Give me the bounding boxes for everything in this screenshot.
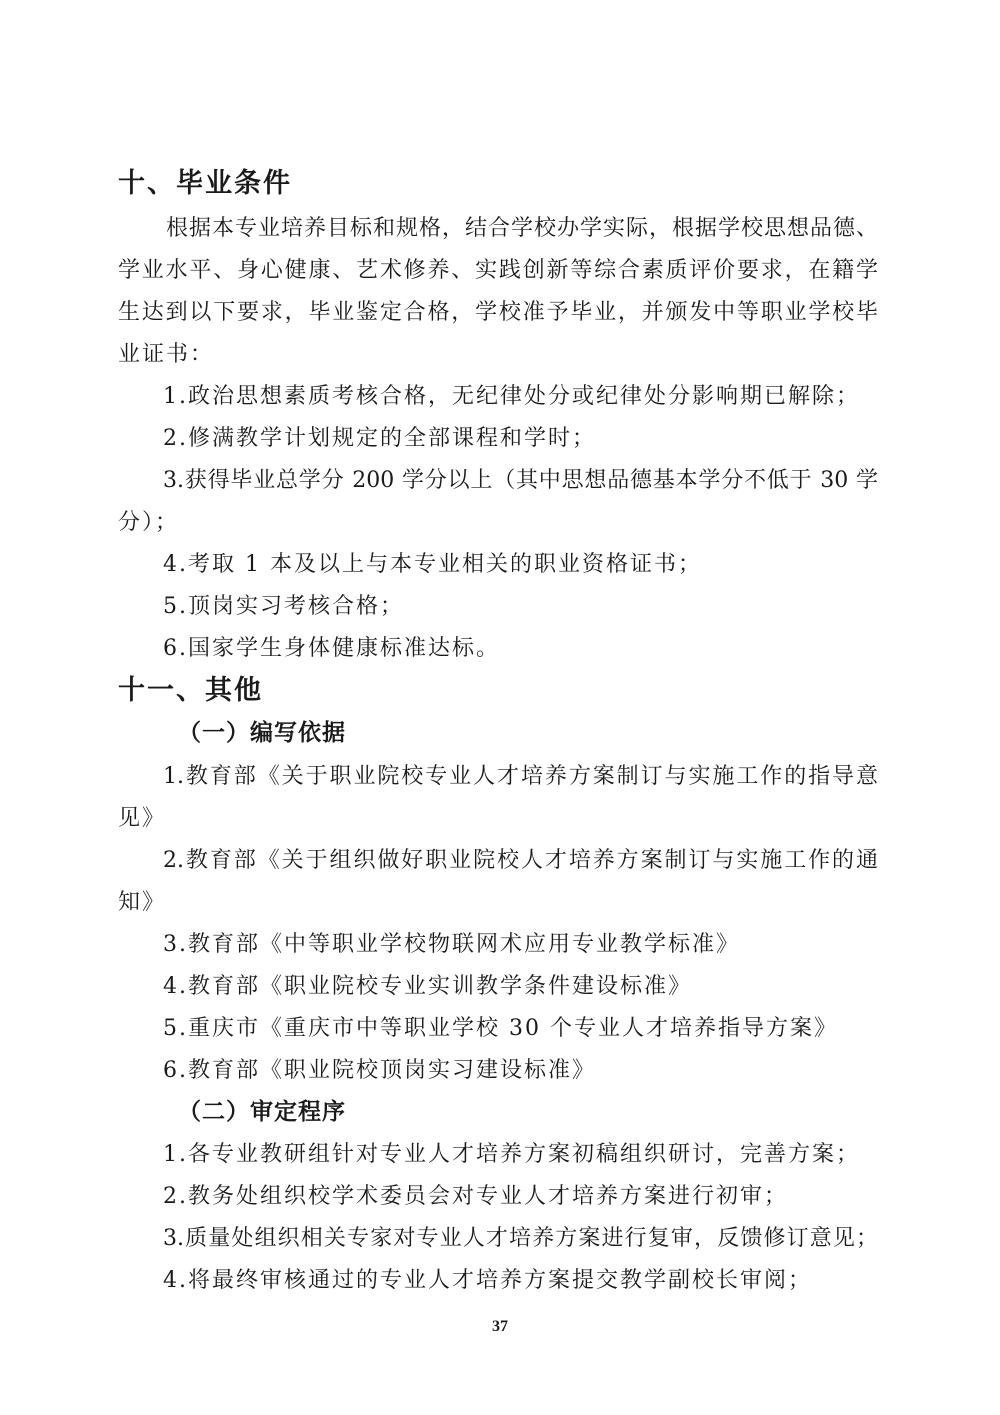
list-item: 2.教育部《关于组织做好职业院校人才培养方案制订与实施工作的通 <box>163 848 878 873</box>
list-item: 1.教育部《关于职业院校专业人才培养方案制订与实施工作的指导意 <box>163 764 878 789</box>
list-item: 2.修满教学计划规定的全部课程和学时； <box>163 426 596 451</box>
list-item: 1.政治思想素质考核合格，无纪律处分或纪律处分影响期已解除； <box>163 384 860 409</box>
list-item: 6.教育部《职业院校顶岗实习建设标准》 <box>163 1058 596 1083</box>
list-item: 6.国家学生身体健康标准达标。 <box>163 636 500 661</box>
list-item: 4.教育部《职业院校专业实训教学条件建设标准》 <box>163 974 692 999</box>
section-heading-graduation-requirements: 十、毕业条件 <box>118 168 292 199</box>
paragraph-line: 业证书： <box>118 342 215 367</box>
list-item: 3.获得毕业总学分 200 学分以上（其中思想品德基本学分不低于 30 学 <box>163 468 878 493</box>
section-heading-other: 十一、其他 <box>118 675 263 706</box>
list-item: 1.各专业教研组针对专业人才培养方案初稿组织研讨，完善方案； <box>163 1142 860 1167</box>
list-item: 4.考取 1 本及以上与本专业相关的职业资格证书； <box>163 552 702 577</box>
list-item: 5.顶岗实习考核合格； <box>163 594 404 619</box>
list-item: 4.将最终审核通过的专业人才培养方案提交教学副校长审阅； <box>163 1268 812 1293</box>
list-item-continuation: 见》 <box>118 806 167 831</box>
paragraph-line: 生达到以下要求，毕业鉴定合格，学校准予毕业，并颁发中等职业学校毕 <box>118 300 878 325</box>
list-item: 5.重庆市《重庆市中等职业学校 30 个专业人才培养指导方案》 <box>163 1016 838 1041</box>
list-item-continuation: 分）； <box>118 510 180 535</box>
page-number: 37 <box>492 1318 508 1335</box>
list-item: 3.质量处组织相关专家对专业人才培养方案进行复审，反馈修订意见； <box>163 1226 878 1251</box>
list-item: 2.教务处组织校学术委员会对专业人才培养方案进行初审； <box>163 1184 788 1209</box>
paragraph-line: 根据本专业培养目标和规格，结合学校办学实际，根据学校思想品德、 <box>166 216 878 241</box>
subsection-heading-basis: （一）编写依据 <box>178 720 346 746</box>
list-item: 3.教育部《中等职业学校物联网术应用专业教学标准》 <box>163 932 740 957</box>
list-item-continuation: 知》 <box>118 890 167 915</box>
subsection-heading-review-procedure: （二）审定程序 <box>178 1099 346 1125</box>
paragraph-line: 学业水平、身心健康、艺术修养、实践创新等综合素质评价要求，在籍学 <box>118 258 878 283</box>
